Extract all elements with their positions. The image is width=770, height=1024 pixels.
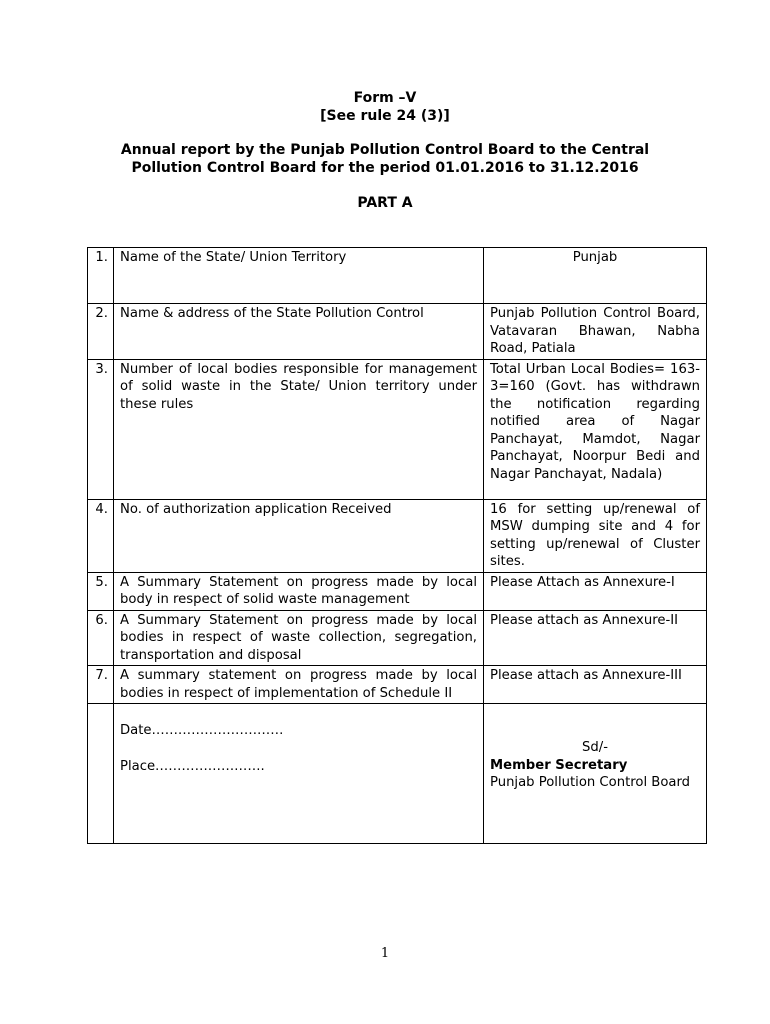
row-number: 6. (88, 610, 114, 666)
row-item: No. of authorization application Received (114, 499, 484, 572)
table-row (88, 359, 707, 499)
signatory-cell (484, 704, 707, 844)
place-label: Place……………………. (120, 758, 265, 774)
row-item: A Summary Statement on progress made by local body in respect of solid waste management (114, 572, 484, 610)
row-value: Punjab (484, 248, 707, 304)
report-title-line-1: Annual report by the Punjab Pollution Control Board to the Central (120, 142, 650, 158)
report-title-line-2: Pollution Control Board for the period 01.01.2016 to 31.12.2016 (131, 160, 639, 176)
rule-reference: [See rule 24 (3)] (320, 108, 450, 124)
table-row (88, 610, 707, 666)
form-title: Form –V (353, 90, 417, 106)
row-value: Please attach as Annexure-III (484, 666, 707, 704)
table-row (88, 248, 707, 304)
row-value: Total Urban Local Bodies= 163-3=160 (Govt. has withdrawn the notification regarding notified area of Nagar Panchayat, Mamdot, Nagar Panchayat, Noorpur Bedi and Nagar Panchayat, Nadala) (484, 359, 707, 499)
row-value: Please attach as Annexure-II (484, 610, 707, 666)
table-row (88, 572, 707, 610)
date-place-cell (114, 704, 484, 844)
row-item: Name of the State/ Union Territory (114, 248, 484, 304)
page-number: 1 (380, 946, 390, 961)
date-label: Date………………………… (120, 723, 284, 738)
row-number: 4. (88, 499, 114, 572)
table-row (88, 666, 707, 704)
report-table (87, 247, 707, 844)
organisation: Punjab Pollution Control Board (490, 775, 691, 790)
signature-row (88, 704, 707, 844)
row-number: 7. (88, 666, 114, 704)
row-value: 16 for setting up/renewal of MSW dumping site and 4 for setting up/renewal of Cluster sites. (484, 499, 707, 572)
row-item: A Summary Statement on progress made by local bodies in respect of waste collection, segregation, transportation and disposal (114, 610, 484, 666)
part-heading: PART A (357, 195, 413, 211)
designation: Member Secretary (490, 757, 628, 773)
row-item: Number of local bodies responsible for management of solid waste in the State/ Union territory under these rules (114, 359, 484, 499)
row-number: 3. (88, 359, 114, 499)
row-value: Please Attach as Annexure-I (484, 572, 707, 610)
row-number: 1. (88, 248, 114, 304)
sd-mark: Sd/- (582, 740, 608, 755)
table-row (88, 304, 707, 360)
row-value: Punjab Pollution Control Board, Vatavaran Bhawan, Nabha Road, Patiala (484, 304, 707, 360)
row-number: 2. (88, 304, 114, 360)
row-item: Name & address of the State Pollution Control (114, 304, 484, 360)
empty-number-cell (88, 704, 114, 844)
table-row (88, 499, 707, 572)
row-number: 5. (88, 572, 114, 610)
row-item: A summary statement on progress made by local bodies in respect of implementation of Schedule II (114, 666, 484, 704)
